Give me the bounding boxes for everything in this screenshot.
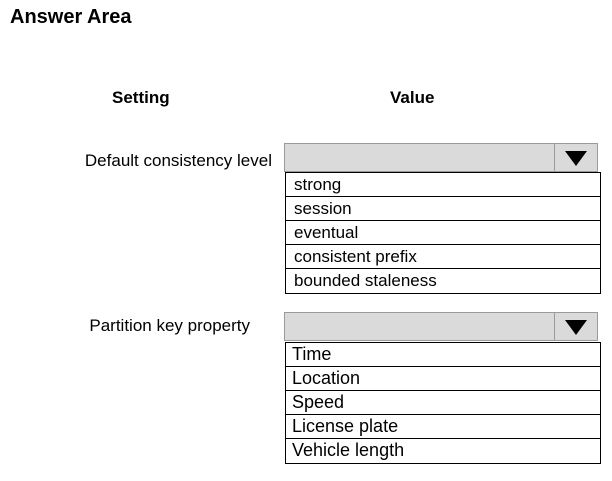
option-vehicle-length[interactable]: Vehicle length — [292, 440, 405, 460]
option-speed[interactable]: Speed — [286, 391, 600, 415]
option-time[interactable]: Time — [286, 343, 600, 367]
consistency-level-dropdown[interactable] — [284, 143, 598, 172]
setting-column-header: Setting — [112, 88, 170, 107]
partition-key-dropdown[interactable] — [284, 312, 598, 341]
value-column-header: Value — [390, 88, 435, 107]
option-strong[interactable]: strong — [286, 173, 600, 197]
option-license-plate[interactable]: License plate — [286, 415, 600, 439]
consistency-level-options — [285, 172, 601, 294]
option-consistent-prefix[interactable]: consistent prefix — [286, 245, 600, 269]
triangle-down-icon[interactable] — [565, 320, 587, 335]
partition-key-label: Partition key property — [89, 316, 250, 335]
option-session[interactable]: session — [286, 197, 600, 221]
option-location[interactable]: Location — [286, 367, 600, 391]
option-bounded-staleness[interactable]: bounded staleness — [294, 271, 437, 290]
dropdown-divider — [554, 313, 555, 340]
option-eventual[interactable]: eventual — [286, 221, 600, 245]
answer-area-title: Answer Area — [10, 6, 132, 28]
triangle-down-icon[interactable] — [565, 151, 587, 166]
partition-key-options — [285, 342, 601, 464]
consistency-level-label: Default consistency level — [84, 151, 272, 170]
dropdown-divider — [554, 144, 555, 171]
